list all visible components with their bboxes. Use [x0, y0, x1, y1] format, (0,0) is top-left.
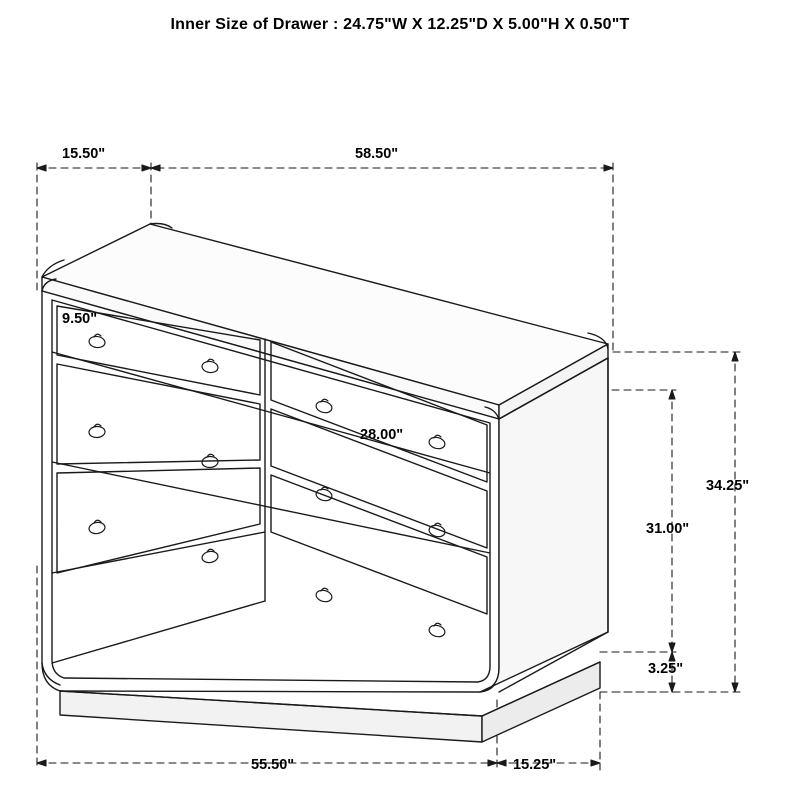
dimension-label-overall-height: 34.25": [706, 478, 750, 494]
dimension-label-depth-top-left: 15.50": [62, 146, 106, 162]
dimension-label-base-depth-right: 15.25": [513, 757, 557, 773]
dimension-label-base-height: 3.25": [648, 661, 684, 677]
dimension-label-top-drawer-height: 9.50": [62, 311, 98, 327]
dimension-label-drawer-width-inner: 28.00": [360, 427, 404, 443]
page-title: Inner Size of Drawer : 24.75"W X 12.25"D X 5.00"H X 0.50"T: [170, 16, 630, 33]
dimension-label-width-top: 58.50": [355, 146, 399, 162]
dimension-label-case-height: 31.00": [646, 521, 690, 537]
dresser-base-front: [60, 691, 482, 742]
dimension-label-base-width-front: 55.50": [251, 757, 295, 773]
